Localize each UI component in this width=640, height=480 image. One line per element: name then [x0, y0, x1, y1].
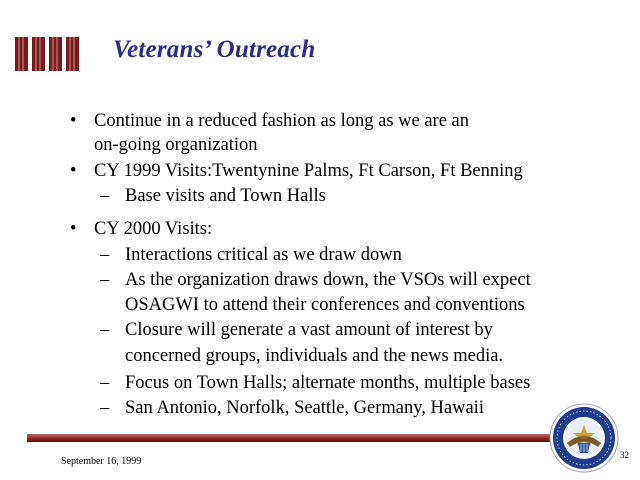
- sub-bullet-marker: –: [100, 245, 110, 265]
- sub-bullet-text: Focus on Town Halls; alternate months, multiple bases: [125, 373, 531, 393]
- bullet-text: Continue in a reduced fashion as long as we are an: [94, 111, 470, 131]
- bullet-marker: •: [70, 219, 77, 239]
- sub-bullet-text: San Antonio, Norfolk, Seattle, Germany, Hawaii: [125, 398, 484, 418]
- sub-bullet-marker: –: [100, 398, 110, 418]
- bullet-text: CY 1999 Visits:Twentynine Palms, Ft Carson, Ft Benning: [94, 161, 523, 181]
- sub-bullet-text: Interactions critical as we draw down: [125, 245, 402, 265]
- sub-bullet-marker: –: [100, 373, 110, 393]
- sub-bullet-text: Base visits and Town Halls: [125, 186, 326, 206]
- department-of-defense-seal-icon: [549, 403, 619, 473]
- sub-bullet-marker: –: [100, 320, 110, 340]
- bullet-text: CY 2000 Visits:: [94, 219, 213, 239]
- bullet-text: on-going organization: [94, 135, 258, 155]
- bullet-marker: •: [70, 111, 77, 131]
- sub-bullet-marker: –: [100, 270, 110, 290]
- footer-date: September 16, 1999: [61, 456, 142, 467]
- sub-bullet-text: Closure will generate a vast amount of interest by: [125, 320, 493, 340]
- sub-bullet-text: OSAGWI to attend their conferences and conventions: [125, 295, 525, 315]
- bullet-marker: •: [70, 161, 77, 181]
- page-number: 32: [620, 450, 629, 460]
- slide-title: Veterans’ Outreach: [113, 36, 316, 63]
- sub-bullet-text: concerned groups, individuals and the news media.: [125, 346, 504, 366]
- sub-bullet-marker: –: [100, 186, 110, 206]
- footer-accent-bar: [27, 434, 614, 442]
- sub-bullet-text: As the organization draws down, the VSOs will expect: [125, 270, 531, 290]
